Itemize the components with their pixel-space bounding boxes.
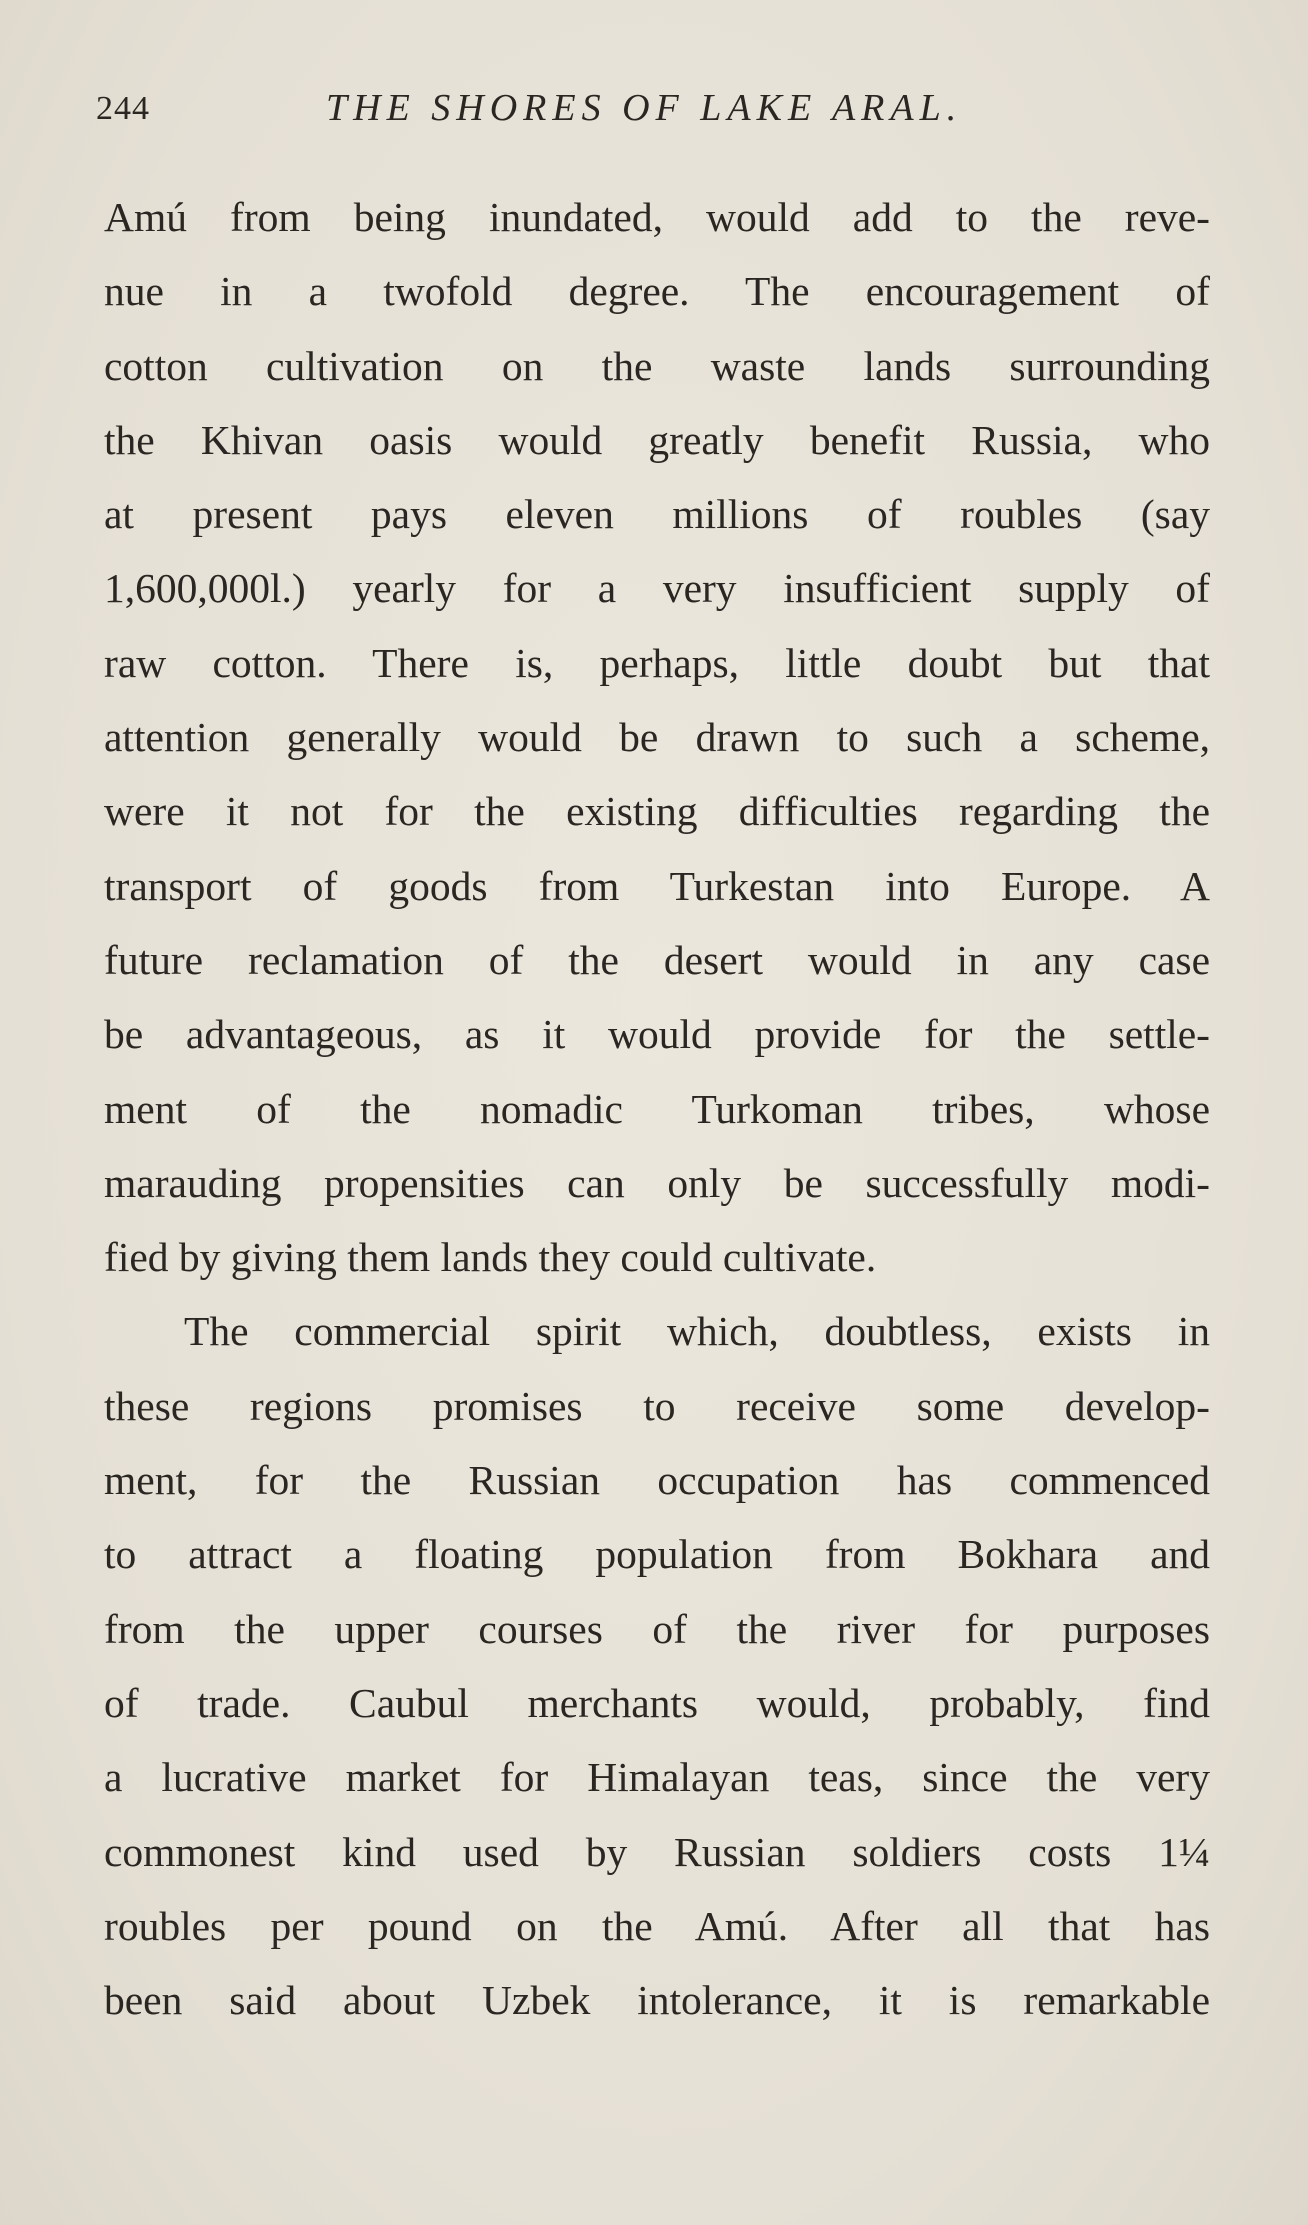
text-line: attention generally would be drawn to such a scheme,	[104, 714, 1210, 761]
text-line: marauding propensities can only be successfully modi-	[104, 1159, 1210, 1206]
text-line: of trade. Caubul merchants would, probably, find	[104, 1679, 1210, 1726]
running-title: THE SHORES OF LAKE ARAL.	[326, 87, 963, 129]
text-line: to attract a floating population from Bokhara and	[104, 1531, 1210, 1578]
text-line: been said about Uzbek intolerance, it is remarkable	[104, 1977, 1210, 2024]
text-line: commonest kind used by Russian soldiers costs 1¼	[104, 1828, 1210, 1875]
running-header	[0, 80, 1308, 130]
text-line: ment of the nomadic Turkoman tribes, whose	[104, 1085, 1210, 1132]
paragraph-start-line: The commercial spirit which, doubtless, exists in	[184, 1308, 1210, 1355]
text-line: ment, for the Russian occupation has commenced	[104, 1457, 1210, 1504]
text-line: future reclamation of the desert would in any case	[104, 936, 1210, 983]
text-line: raw cotton. There is, perhaps, little doubt but that	[104, 639, 1210, 686]
paragraph-end-line: fied by giving them lands they could cultivate.	[104, 1234, 877, 1281]
text-line: Amú from being inundated, would add to the reve-	[104, 194, 1210, 240]
body-text	[104, 180, 1210, 2037]
text-line: were it not for the existing difficulties regarding the	[104, 788, 1210, 835]
text-line: transport of goods from Turkestan into Europe. A	[104, 862, 1210, 909]
text-line: from the upper courses of the river for purposes	[104, 1605, 1210, 1652]
text-line: at present pays eleven millions of roubles (say	[104, 491, 1210, 538]
text-line: these regions promises to receive some develop-	[104, 1382, 1210, 1429]
text-line: a lucrative market for Himalayan teas, since the very	[104, 1754, 1210, 1801]
text-line: cotton cultivation on the waste lands surrounding	[104, 342, 1210, 389]
text-line: 1,600,000l.) yearly for a very insufficient supply of	[104, 565, 1210, 612]
text-line: the Khivan oasis would greatly benefit Russia, who	[104, 416, 1210, 463]
page-number: 244	[96, 90, 150, 127]
text-line: roubles per pound on the Amú. After all that has	[104, 1902, 1210, 1949]
text-line: be advantageous, as it would provide for the settle-	[104, 1011, 1210, 1058]
text-line: nue in a twofold degree. The encouragement of	[104, 268, 1210, 315]
